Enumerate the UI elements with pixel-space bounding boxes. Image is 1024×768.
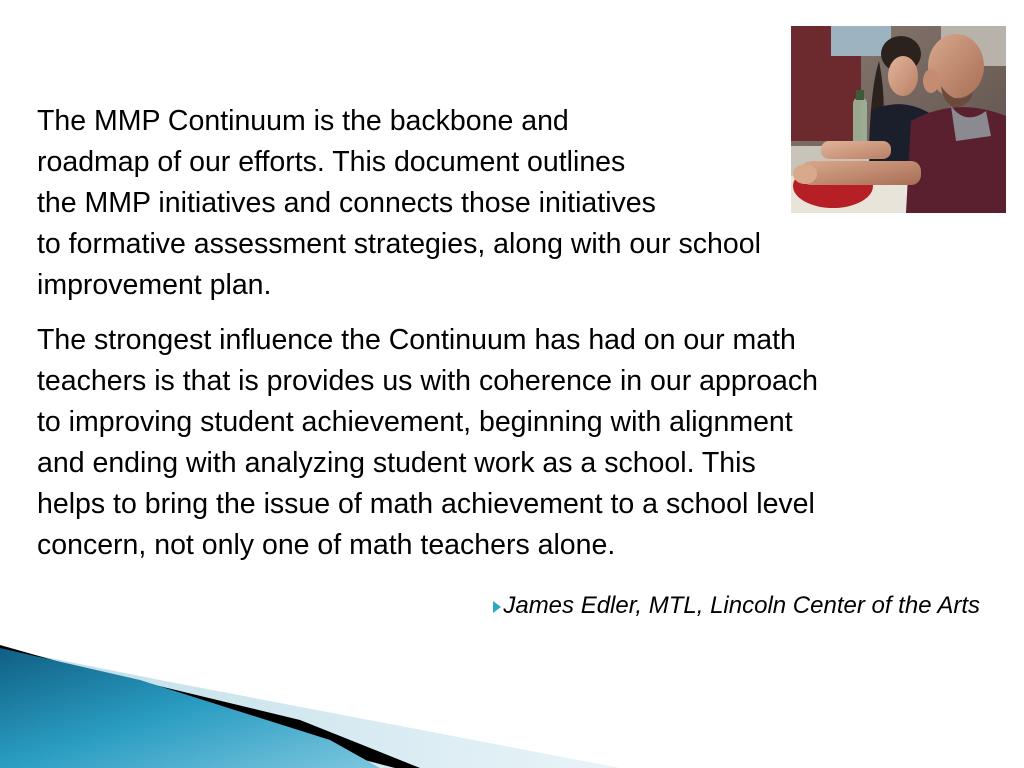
paragraph-1-line: the MMP initiatives and connects those initiatives xyxy=(37,187,656,219)
paragraph-1-line: The MMP Continuum is the backbone and xyxy=(37,105,569,137)
attribution-text: James Edler, MTL, Lincoln Center of the Arts xyxy=(503,592,980,619)
paragraph-1 xyxy=(37,101,761,306)
paragraph-2 xyxy=(37,320,818,566)
paragraph-2-line: and ending with analyzing student work as a school. This xyxy=(37,447,756,479)
paragraph-2-line: to improving student achievement, beginning with alignment xyxy=(37,406,793,438)
paragraph-2-line: The strongest influence the Continuum has had on our math xyxy=(37,324,796,356)
paragraph-2-line: concern, not only one of math teachers alone. xyxy=(37,529,616,561)
paragraph-1-line: roadmap of our efforts. This document outlines xyxy=(37,146,626,178)
teachers-photo-image xyxy=(791,26,1006,213)
triangle-bullet-icon xyxy=(493,601,501,613)
teachers-photo xyxy=(791,26,1006,213)
paragraph-2-line: helps to bring the issue of math achievement to a school level xyxy=(37,488,815,520)
paragraph-2-line: teachers is that is provides us with coherence in our approach xyxy=(37,365,819,397)
attribution xyxy=(493,589,980,623)
paragraph-1-line: to formative assessment strategies, along with our school xyxy=(37,228,761,260)
paragraph-1-line: improvement plan. xyxy=(37,269,272,301)
decorative-swoosh xyxy=(0,640,1024,768)
swoosh-teal-band xyxy=(0,648,380,768)
